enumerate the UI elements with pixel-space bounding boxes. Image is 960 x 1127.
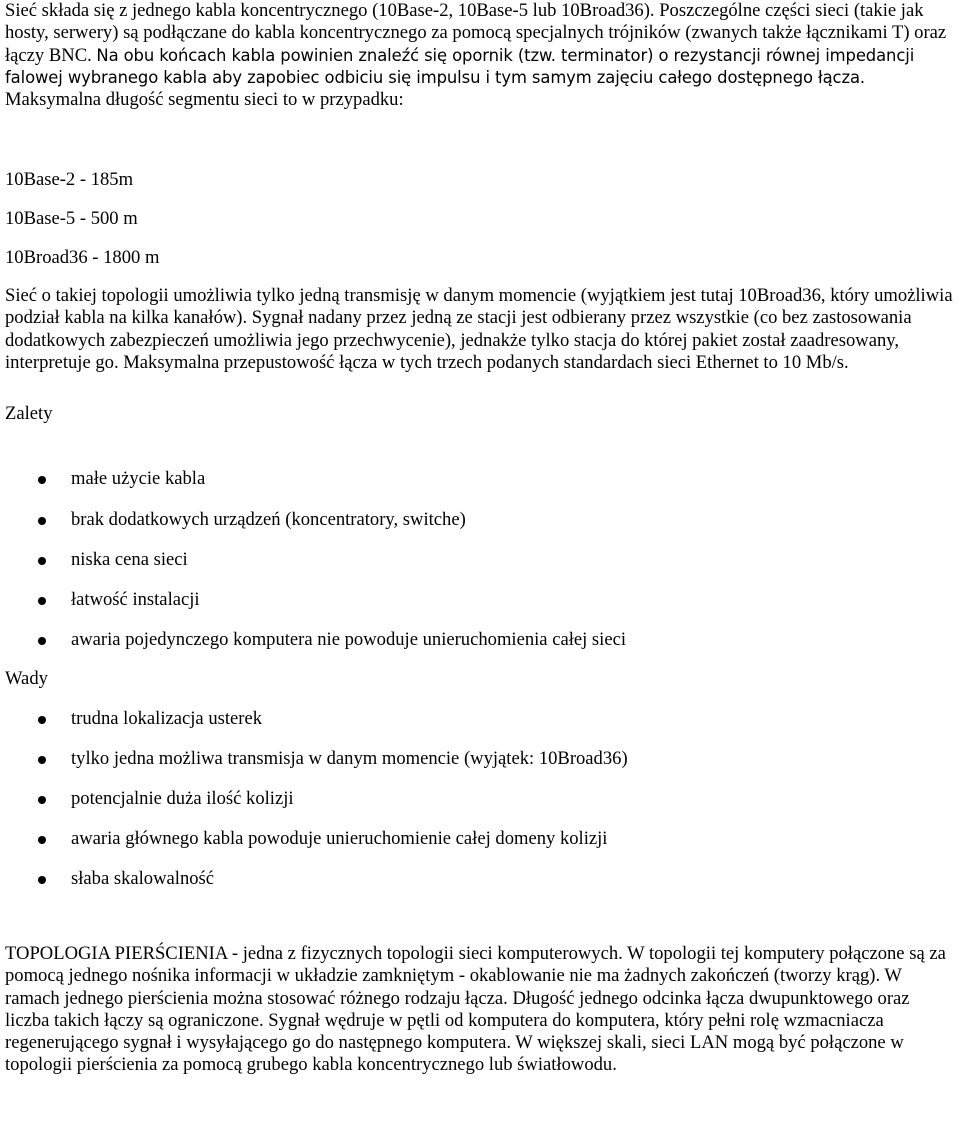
segment-10base5: 10Base-5 - 500 m: [5, 208, 138, 229]
list-item: [0, 631, 960, 655]
bullet-icon: [38, 557, 46, 565]
list-item-label: małe użycie kabla: [71, 468, 206, 489]
bullet-icon: [38, 476, 46, 484]
terminator-note: Na obu końcach kabla powinien znaleźć się opornik (tzw. terminator) o rezystancji równej impedancji falowej wybranego kabla aby zapobiec odbiciu się impulsu i tym samym zajęciu całego dostępnego łącza.: [5, 45, 915, 87]
list-item-label: awaria pojedynczego komputera nie powoduje unieruchomienia całej sieci: [71, 629, 627, 650]
list-item-label: potencjalnie duża ilość kolizji: [71, 788, 294, 809]
ring-topology-paragraph: TOPOLOGIA PIERŚCIENIA - jedna z fizycznych topologii sieci komputerowych. W topologii tej komputery połączone są za pomocą jednego nośnika informacji w układzie zamkniętym - okablowanie nie ma żadnych zakończeń (tworzy krąg). W ramach jednego pierścienia można stosować różnego rodzaju łącza. Długość jednego odcinka łącza dwupunktowego oraz liczba takich łączy są ograniczone. Sygnał wędruje w pętli od komputera do komputera, który pełni rolę wzmacniacza regenerującego sygnał i wysyłającego go do następnego komputera. W większej skali, sieci LAN mogą być połączone w topologii pierścienia za pomocą grubego kabla koncentrycznego lub światłowodu.: [5, 943, 946, 1076]
bullet-icon: [38, 756, 46, 764]
disadvantages-heading: Wady: [5, 668, 48, 689]
list-item: [0, 790, 960, 814]
bullet-icon: [38, 517, 46, 525]
list-item: [0, 470, 960, 494]
topology-paragraph: Sieć o takiej topologii umożliwia tylko jedną transmisję w danym momencie (wyjątkiem jest tutaj 10Broad36, który umożliwia podział kabla na kilka kanałów). Sygnał nadany przez jedną ze stacji jest odbierany przez wszystkie (co bez zastosowania dodatkowych zabezpieczeń umożliwia jego przechwycenie), jednakże tylko stacja do której pakiet został zaadresowany, interpretuje go. Maksymalna przepustowość łącza w tych trzech podanych standardach sieci Ethernet to 10 Mb/s.: [5, 285, 953, 373]
list-item: [0, 870, 960, 894]
list-item: [0, 591, 960, 615]
intro-text-1: Sieć składa się z jednego kabla koncentrycznego (10Base-2, 10Base-5 lub 10Broad36). Poszczególne części sieci (takie jak hosty, serwery) są podłączane do kabla koncentrycznego za pomocą specjalnych trójników (zwanych także łącznikami T) oraz łączy BNC.: [5, 0, 947, 66]
list-item-label: awaria głównego kabla powoduje unieruchomienie całej domeny kolizji: [71, 828, 608, 849]
list-item: [0, 750, 960, 774]
list-item-label: słaba skalowalność: [71, 868, 215, 889]
advantages-heading: Zalety: [5, 403, 53, 424]
list-item: [0, 511, 960, 535]
list-item-label: brak dodatkowych urządzeń (koncentratory, switche): [71, 509, 466, 530]
bullet-icon: [38, 716, 46, 724]
list-item-label: niska cena sieci: [71, 549, 188, 570]
list-item: [0, 710, 960, 734]
bullet-icon: [38, 637, 46, 645]
segment-10base2: 10Base-2 - 185m: [5, 169, 134, 190]
intro-paragraph: [5, 0, 958, 111]
list-item-label: trudna lokalizacja usterek: [71, 708, 263, 729]
segment-10broad36: 10Broad36 - 1800 m: [5, 247, 160, 268]
list-item: [0, 830, 960, 854]
list-item-label: tylko jedna możliwa transmisja w danym momencie (wyjątek: 10Broad36): [71, 748, 628, 769]
list-item-label: łatwość instalacji: [71, 589, 200, 610]
bullet-icon: [38, 796, 46, 804]
list-item: [0, 551, 960, 575]
bullet-icon: [38, 876, 46, 884]
intro-text-2: Maksymalna długość segmentu sieci to w przypadku:: [5, 89, 404, 111]
bullet-icon: [38, 836, 46, 844]
bullet-icon: [38, 597, 46, 605]
